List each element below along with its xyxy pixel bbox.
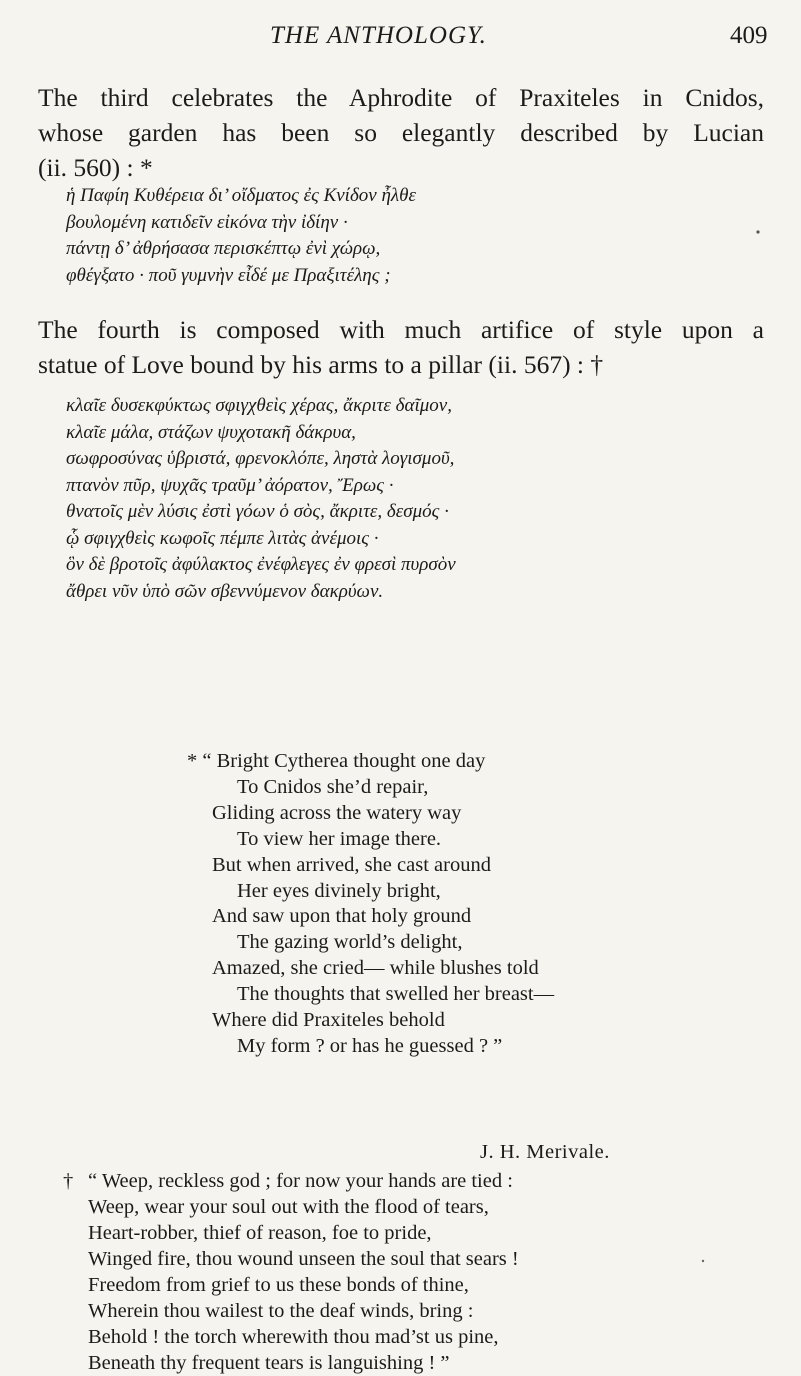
verse-line: Winged fire, thou wound unseen the soul that sears ! bbox=[88, 1248, 519, 1270]
verse-line: My form ? or has he guessed ? ” bbox=[237, 1034, 503, 1057]
verse-line: Gliding across the watery way bbox=[212, 801, 462, 824]
verse-line: To view her image there. bbox=[237, 827, 442, 850]
text-line: statue of Love bound by his arms to a pillar (ii. 567) : † bbox=[38, 350, 604, 379]
greek-line: ᾧ σφιγχθεὶς κωφοῖς πέμπε λιτὰς ἀνέμοις · bbox=[66, 527, 379, 549]
footnote-merivale-verse bbox=[187, 749, 772, 1060]
text-line: The fourth is composed with much artifice of style upon a bbox=[38, 315, 764, 344]
text-line: whose garden has been so elegantly described by Lucian bbox=[38, 118, 764, 147]
greek-line: βουλομένη κατιδεῖν εἰκόνα τὴν ἰδίην · bbox=[66, 211, 348, 233]
greek-line: θνατοῖς μὲν λύσις ἐστὶ γόων ὁ σὸς, ἄκριτε, δεσμός · bbox=[66, 501, 449, 522]
verse-line: * “ Bright Cytherea thought one day bbox=[187, 750, 486, 772]
greek-line: φθέγξατο · ποῦ γυμνὴν εἶδέ με Πραξιτέλης ; bbox=[66, 264, 391, 286]
verse-line: Freedom from grief to us these bonds of thine, bbox=[88, 1274, 469, 1296]
verse-line: “ Weep, reckless god ; for now your hands are tied : bbox=[88, 1170, 513, 1192]
verse-line: Behold ! the torch wherewith thou mad’st us pine, bbox=[88, 1326, 499, 1348]
footnote-attribution: J. H. Merivale. bbox=[480, 1141, 610, 1163]
verse-line: Wherein thou wailest to the deaf winds, bring : bbox=[88, 1300, 474, 1322]
greek-line: σωφροσύνας ὑβριστά, φρενοκλόπε, ληστὰ λογισμοῦ, bbox=[66, 448, 455, 469]
verse-line: The gazing world’s delight, bbox=[237, 931, 463, 954]
speck bbox=[756, 230, 759, 233]
footnote-eros-translation bbox=[63, 1168, 768, 1376]
greek-line: ὃν δὲ βροτοῖς ἀφύλακτος ἐνέφλεγες ἐν φρεσὶ πυρσὸν bbox=[66, 554, 456, 575]
greek-line: πτανὸν πῦρ, ψυχᾶς τραῦμ’ ἀόρατον, Ἔρως · bbox=[66, 474, 394, 496]
greek-line: κλαῖε δυσεκφύκτως σφιγχθεὶς χέρας, ἄκριτε δαῖμον, bbox=[66, 395, 452, 416]
verse-line: And saw upon that holy ground bbox=[212, 905, 472, 928]
running-head bbox=[0, 16, 801, 56]
text-line: The third celebrates the Aphrodite of Praxiteles in Cnidos, bbox=[38, 83, 764, 112]
paragraph-aphrodite bbox=[38, 80, 764, 185]
verse-line: Her eyes divinely bright, bbox=[237, 879, 441, 902]
page-number: 409 bbox=[730, 22, 768, 49]
verse-line: Weep, wear your soul out with the flood of tears, bbox=[88, 1196, 489, 1218]
verse-line: But when arrived, she cast around bbox=[212, 853, 491, 876]
greek-line: πάντῃ δ’ ἀθρήσασα περισκέπτῳ ἐνὶ χώρῳ, bbox=[66, 238, 381, 259]
text-line: (ii. 560) : * bbox=[38, 153, 153, 182]
greek-line: ἄθρει νῦν ὑπὸ σῶν σβεννύμενον δακρύων. bbox=[66, 580, 384, 602]
paragraph-love-bound bbox=[38, 312, 764, 382]
verse-line: The thoughts that swelled her breast— bbox=[237, 983, 555, 1006]
verse-line: To Cnidos she’d repair, bbox=[237, 775, 429, 798]
greek-line: ἡ Παφίη Κυθέρεια δι’ οἴδματος ἐς Κνίδον ἦλθε bbox=[66, 185, 416, 206]
verse-line: Where did Praxiteles behold bbox=[212, 1009, 445, 1032]
greek-line: κλαῖε μάλα, στάζων ψυχοτακῆ δάκρυα, bbox=[66, 421, 356, 443]
verse-line: Amazed, she cried— while blushes told bbox=[212, 957, 539, 980]
verse-line: Beneath thy frequent tears is languishing ! ” bbox=[88, 1352, 450, 1374]
greek-epigram-aphrodite bbox=[66, 183, 746, 289]
running-title: THE ANTHOLOGY. bbox=[270, 22, 487, 49]
verse-line: Heart-robber, thief of reason, foe to pride, bbox=[88, 1222, 432, 1244]
greek-epigram-eros bbox=[66, 393, 746, 605]
dagger-footnote-mark: † bbox=[63, 1170, 74, 1192]
